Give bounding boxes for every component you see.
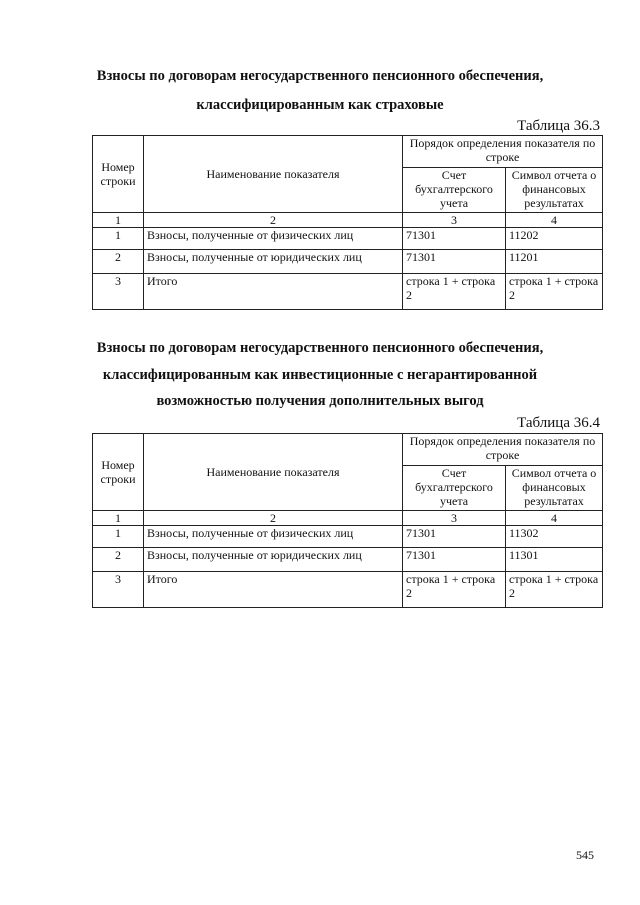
row-account: строка 1 + строка 2 [403, 572, 506, 608]
row-symbol: 11302 [506, 526, 603, 548]
row-symbol: 11301 [506, 548, 603, 572]
index-row [93, 511, 603, 526]
table-row [93, 526, 603, 548]
row-account: 71301 [403, 548, 506, 572]
table-row [93, 572, 603, 608]
index-cell: 3 [403, 213, 506, 228]
header-name: Наименование показателя [144, 434, 403, 511]
index-cell: 1 [93, 213, 144, 228]
row-account: 71301 [403, 250, 506, 274]
row-number: 2 [93, 548, 144, 572]
row-name: Итого [144, 572, 403, 608]
table-row [93, 250, 603, 274]
row-name: Взносы, полученные от юридических лиц [144, 548, 403, 572]
header-number: Номер строки [93, 136, 144, 213]
table-label-36-4: Таблица 36.4 [517, 415, 600, 431]
header-account: Счет бухгалтерского учета [403, 168, 506, 213]
header-account: Счет бухгалтерского учета [403, 466, 506, 511]
section2-title-line1: Взносы по договорам негосударственного пенсионного обеспечения, [96, 340, 544, 356]
header-procedure: Порядок определения показателя по строке [403, 136, 603, 168]
row-number: 2 [93, 250, 144, 274]
row-account: 71301 [403, 228, 506, 250]
header-name: Наименование показателя [144, 136, 403, 213]
row-account: строка 1 + строка 2 [403, 274, 506, 310]
header-number: Номер строки [93, 434, 144, 511]
row-number: 1 [93, 228, 144, 250]
index-row [93, 213, 603, 228]
index-cell: 1 [93, 511, 144, 526]
row-account: 71301 [403, 526, 506, 548]
section2-title-line3: возможностью получения дополнительных выгод [156, 393, 484, 409]
table-row [93, 274, 603, 310]
page-number: 545 [576, 848, 594, 862]
row-number: 1 [93, 526, 144, 548]
table-row [93, 548, 603, 572]
row-number: 3 [93, 572, 144, 608]
index-cell: 4 [506, 511, 603, 526]
row-symbol: строка 1 + строка 2 [506, 572, 603, 608]
header-symbol: Символ отчета о финансовых результатах [506, 466, 603, 511]
row-name: Взносы, полученные от физических лиц [144, 228, 403, 250]
index-cell: 3 [403, 511, 506, 526]
section2-title-line2: классифицированным как инвестиционные с негарантированной [102, 367, 538, 383]
row-name: Взносы, полученные от физических лиц [144, 526, 403, 548]
row-name: Взносы, полученные от юридических лиц [144, 250, 403, 274]
table-label-36-3: Таблица 36.3 [517, 118, 600, 134]
table-36-3 [92, 135, 603, 310]
header-symbol: Символ отчета о финансовых результатах [506, 168, 603, 213]
row-name: Итого [144, 274, 403, 310]
index-cell: 4 [506, 213, 603, 228]
row-symbol: 11201 [506, 250, 603, 274]
header-procedure: Порядок определения показателя по строке [403, 434, 603, 466]
table-row [93, 228, 603, 250]
table-36-4 [92, 433, 603, 608]
row-number: 3 [93, 274, 144, 310]
section1-title-line2: классифицированным как страховые [196, 97, 444, 113]
row-symbol: 11202 [506, 228, 603, 250]
row-symbol: строка 1 + строка 2 [506, 274, 603, 310]
section1-title-line1: Взносы по договорам негосударственного пенсионного обеспечения, [96, 68, 544, 84]
index-cell: 2 [144, 213, 403, 228]
index-cell: 2 [144, 511, 403, 526]
